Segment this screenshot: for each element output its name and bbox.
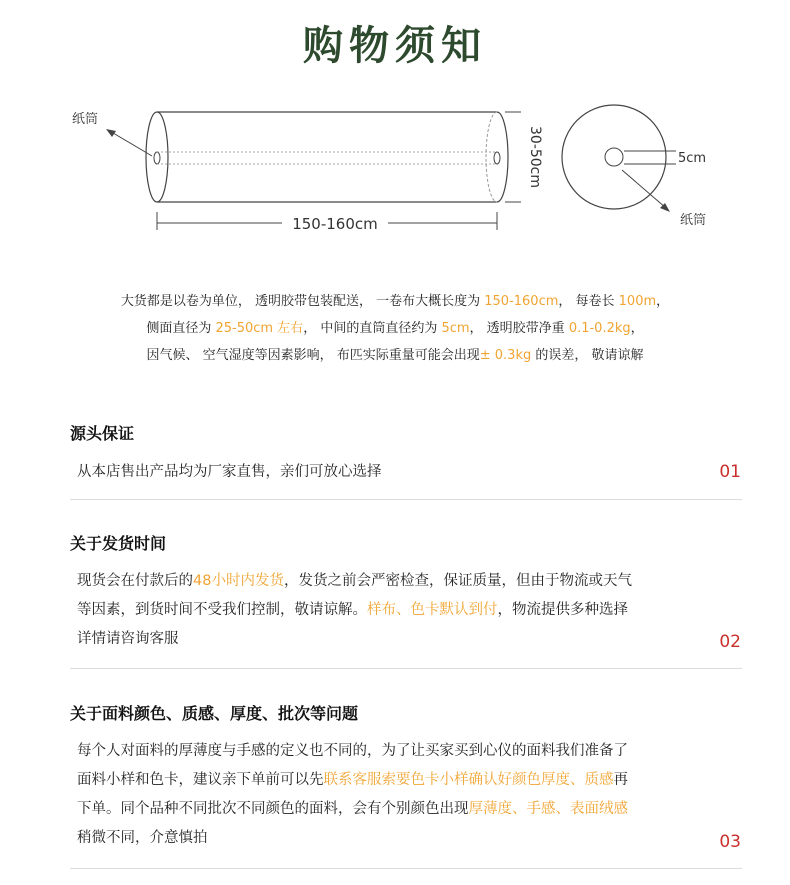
highlight-text: ± 0.3kg <box>479 348 532 363</box>
body-text: 侧面直径为 <box>146 321 216 336</box>
section-line <box>77 625 717 654</box>
roll-side-view <box>146 112 508 202</box>
body-text: 现货会在付款后的 <box>77 573 193 589</box>
divider <box>70 868 742 869</box>
intro-line <box>40 288 750 315</box>
section-line <box>77 737 717 766</box>
body-text: ， 每卷长 <box>558 294 619 309</box>
core-tube-label: 纸筒 <box>680 213 707 228</box>
body-text: 大货都是以卷为单位， 透明胶带包装配送， 一卷布大概长度为 <box>120 294 485 309</box>
highlight-text: 100m <box>618 294 657 309</box>
body-text: 每个人对面料的厚薄度与手感的定义也不同的，为了让买家买到心仪的面料我们准备了 <box>77 743 628 759</box>
section-line <box>77 766 717 795</box>
intro-paragraph <box>40 288 750 369</box>
highlight-text: 联系客服索要色卡小样确认好颜色厚度、质感 <box>323 772 614 788</box>
highlight-text: 25-50cm 左右 <box>215 321 304 336</box>
width-label: 150-160cm <box>292 215 378 233</box>
highlight-text: 厚薄度、手感、表面绒感 <box>468 801 628 817</box>
section-title: 关于面料颜色、质感、厚度、批次等问题 <box>70 704 359 723</box>
body-text: ， 透明胶带净重 <box>469 321 569 336</box>
body-text: 面料小样和色卡，建议亲下单前可以先 <box>77 772 324 788</box>
section-body <box>77 567 717 654</box>
body-text: 等因素，到货时间不受我们控制，敬请谅解。 <box>77 602 367 618</box>
section-line <box>77 795 717 824</box>
highlight-text: 0.1-0.2kg <box>568 321 631 336</box>
height-label: 30-50cm <box>527 125 543 189</box>
highlight-text: 样布、色卡默认到付 <box>367 602 498 618</box>
section-title: 关于发货时间 <box>70 534 167 553</box>
body-text: ， 中间的直筒直径约为 <box>303 321 442 336</box>
divider <box>70 668 742 669</box>
page-title: 购物须知 <box>303 23 487 69</box>
left-tube-pointer <box>106 129 152 156</box>
fabric-roll-diagram <box>0 90 790 250</box>
section-line <box>77 596 717 625</box>
roll-end-view <box>562 105 676 212</box>
section-body <box>77 737 717 853</box>
body-text: 从本店售出产品均为厂家直售，亲们可放心选择 <box>77 464 382 480</box>
body-text: ， <box>656 294 670 309</box>
highlight-text: 48小时内发货 <box>193 573 284 589</box>
section-number: 03 <box>719 832 741 852</box>
divider <box>70 499 742 500</box>
highlight-text: 5cm <box>441 321 470 336</box>
core-diameter-label: 5cm <box>678 151 707 166</box>
body-text: ， <box>630 321 644 336</box>
section-number: 02 <box>719 632 741 652</box>
body-text: 的误差， 敬请谅解 <box>531 348 644 363</box>
section-body <box>77 458 717 487</box>
intro-line <box>40 342 750 369</box>
body-text: 稍微不同，介意慎拍 <box>77 830 208 846</box>
section-number: 01 <box>719 462 741 482</box>
body-text: 详情请咨询客服 <box>77 631 179 647</box>
body-text: ，发货之前会严密检查，保证质量，但由于物流或天气 <box>283 573 632 589</box>
body-text: 再 <box>613 772 628 788</box>
intro-line <box>40 315 750 342</box>
body-text: 下单。同个品种不同批次不同颜色的面料，会有个别颜色出现 <box>77 801 469 817</box>
body-text: 因气候、 空气湿度等因素影响， 布匹实际重量可能会出现 <box>146 348 480 363</box>
body-text: ，物流提供多种选择 <box>497 602 628 618</box>
section-line <box>77 824 717 853</box>
section-line <box>77 567 717 596</box>
section-line <box>77 458 717 487</box>
highlight-text: 150-160cm <box>484 294 559 309</box>
section-title: 源头保证 <box>70 424 135 443</box>
left-tube-label: 纸筒 <box>72 112 99 127</box>
